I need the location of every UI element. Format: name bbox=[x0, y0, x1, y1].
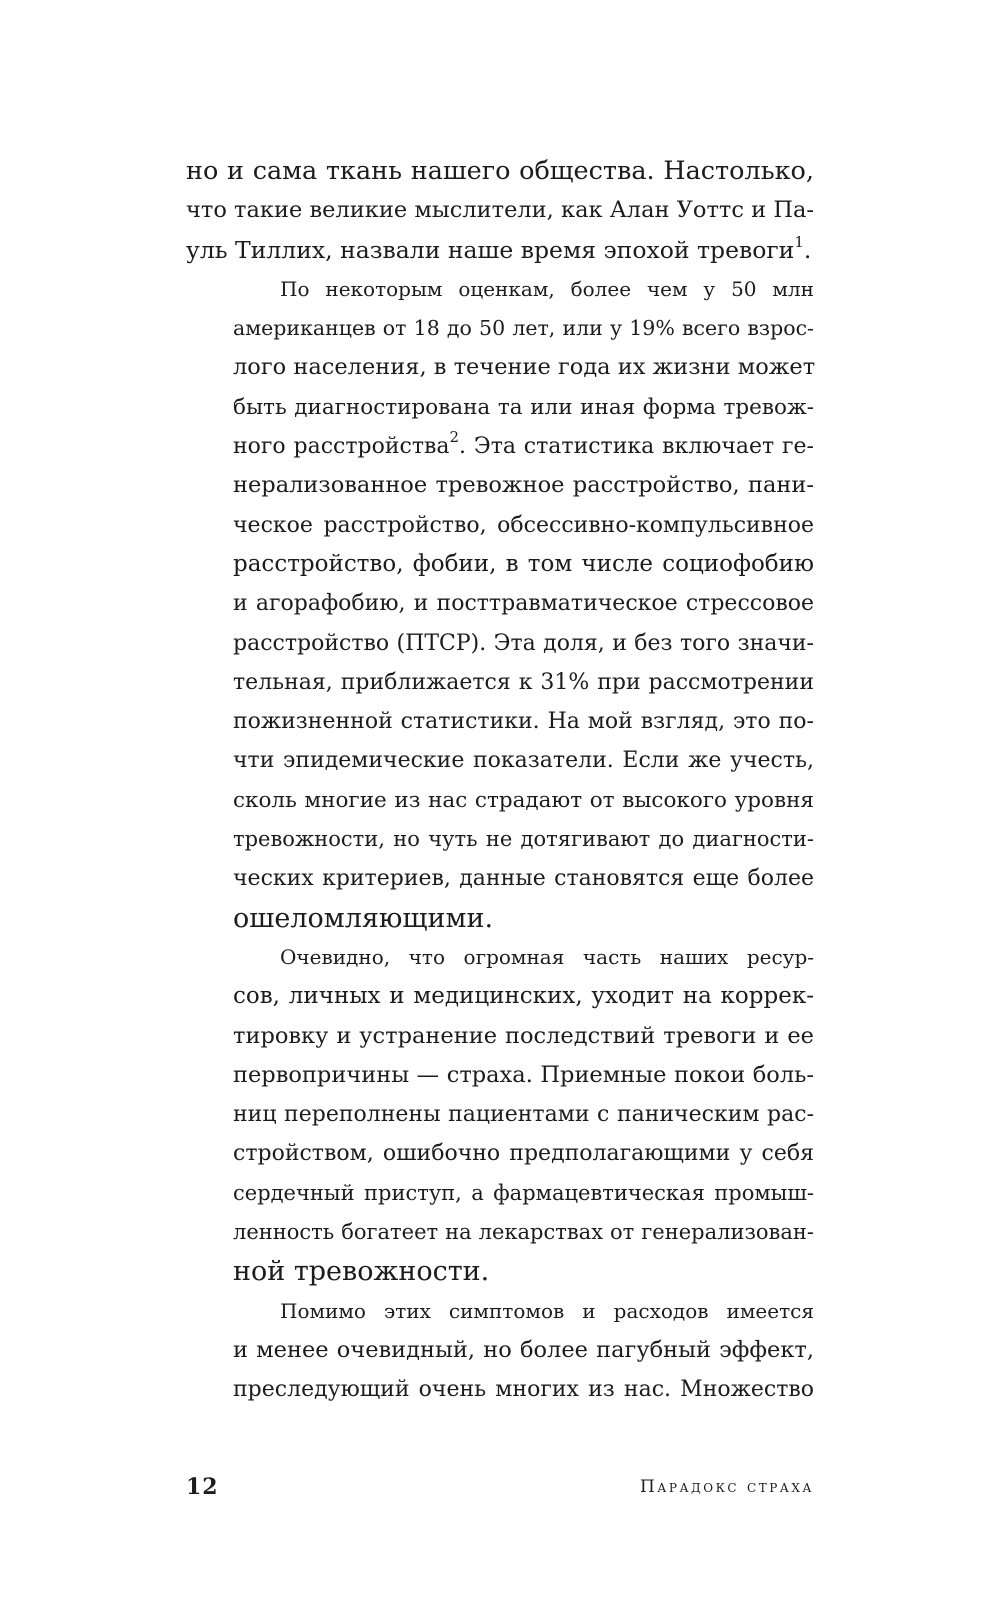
text-line: тировку и устранение последствий тревоги и ее bbox=[233, 1022, 814, 1049]
body-text bbox=[186, 152, 814, 1410]
text-line: и менее очевидный, но более пагубный эффект, bbox=[233, 1336, 814, 1363]
paragraph bbox=[186, 938, 814, 1292]
page-footer bbox=[186, 1474, 814, 1504]
page-number: 12 bbox=[186, 1474, 219, 1500]
paragraph bbox=[186, 1292, 814, 1410]
footnote-marker: 1 bbox=[794, 232, 804, 251]
text-line: стройством, ошибочно предполагающими у себя bbox=[233, 1141, 814, 1167]
paragraph bbox=[186, 270, 814, 938]
text-line: Помимо этих симптомов и расходов имеется bbox=[280, 1298, 814, 1323]
paragraph bbox=[186, 152, 814, 270]
text-line: что такие великие мыслители, как Алан Уоттс и Па- bbox=[186, 197, 814, 224]
text-line: тревожности, но чуть не дотягивают до диагности- bbox=[233, 827, 814, 852]
text-line: тельная, приближается к 31% при рассмотрении bbox=[233, 669, 814, 695]
text-line: Очевидно, что огромная часть наших ресур- bbox=[280, 944, 814, 969]
text-line: преследующий очень многих из нас. Множество bbox=[233, 1377, 814, 1403]
text-line: По некоторым оценкам, более чем у 50 млн bbox=[280, 276, 814, 301]
text-line: ошеломляющими. bbox=[233, 902, 494, 934]
text-line: расстройство (ПТСР). Эта доля, и без того значи- bbox=[233, 630, 814, 656]
text-line: чти эпидемические показатели. Если же учесть, bbox=[233, 748, 814, 774]
text-line: лого населения, в течение года их жизни может bbox=[233, 354, 816, 381]
text-line: расстройство, фобии, в том числе социофобию bbox=[233, 550, 814, 577]
text-line: ниц переполнены пациентами с паническим рас- bbox=[233, 1102, 814, 1128]
text-line: ного расстройства$^2$. Эта статистика включает ге- bbox=[233, 428, 814, 460]
text-line: пожизненной статистики. На мой взгляд, это по- bbox=[233, 709, 814, 735]
text-line: ческих критериев, данные становятся еще более bbox=[233, 866, 814, 892]
text-line: ной тревожности. bbox=[233, 1256, 490, 1288]
text-line: ческое расстройство, обсессивно-компульсивное bbox=[233, 512, 814, 538]
running-title: Парадокс страха bbox=[639, 1477, 814, 1497]
text-line: нерализованное тревожное расстройство, пани- bbox=[233, 472, 814, 499]
text-line: уль Тиллих, назвали наше время эпохой тревоги$^1$. bbox=[186, 232, 812, 264]
text-line: но и сама ткань нашего общества. Настолько, bbox=[186, 156, 814, 186]
text-line: первопричины — страха. Приемные покои боль- bbox=[233, 1061, 814, 1088]
text-line: сов, личных и медицинских, уходит на коррек- bbox=[233, 983, 814, 1010]
text-line: быть диагностирована та или иная форма тревож- bbox=[233, 394, 814, 420]
text-line: ленность богатеет на лекарствах от генерализован- bbox=[233, 1220, 814, 1245]
text-line: сердечный приступ, а фармацевтическая промыш- bbox=[233, 1180, 814, 1205]
text-line: и агорафобию, и посттравматическое стрессовое bbox=[233, 591, 814, 617]
text-line: американцев от 18 до 50 лет, или у 19% всего взрос- bbox=[233, 316, 814, 341]
footnote-marker: 2 bbox=[449, 428, 460, 447]
text-line: сколь многие из нас страдают от высокого уровня bbox=[233, 787, 814, 813]
